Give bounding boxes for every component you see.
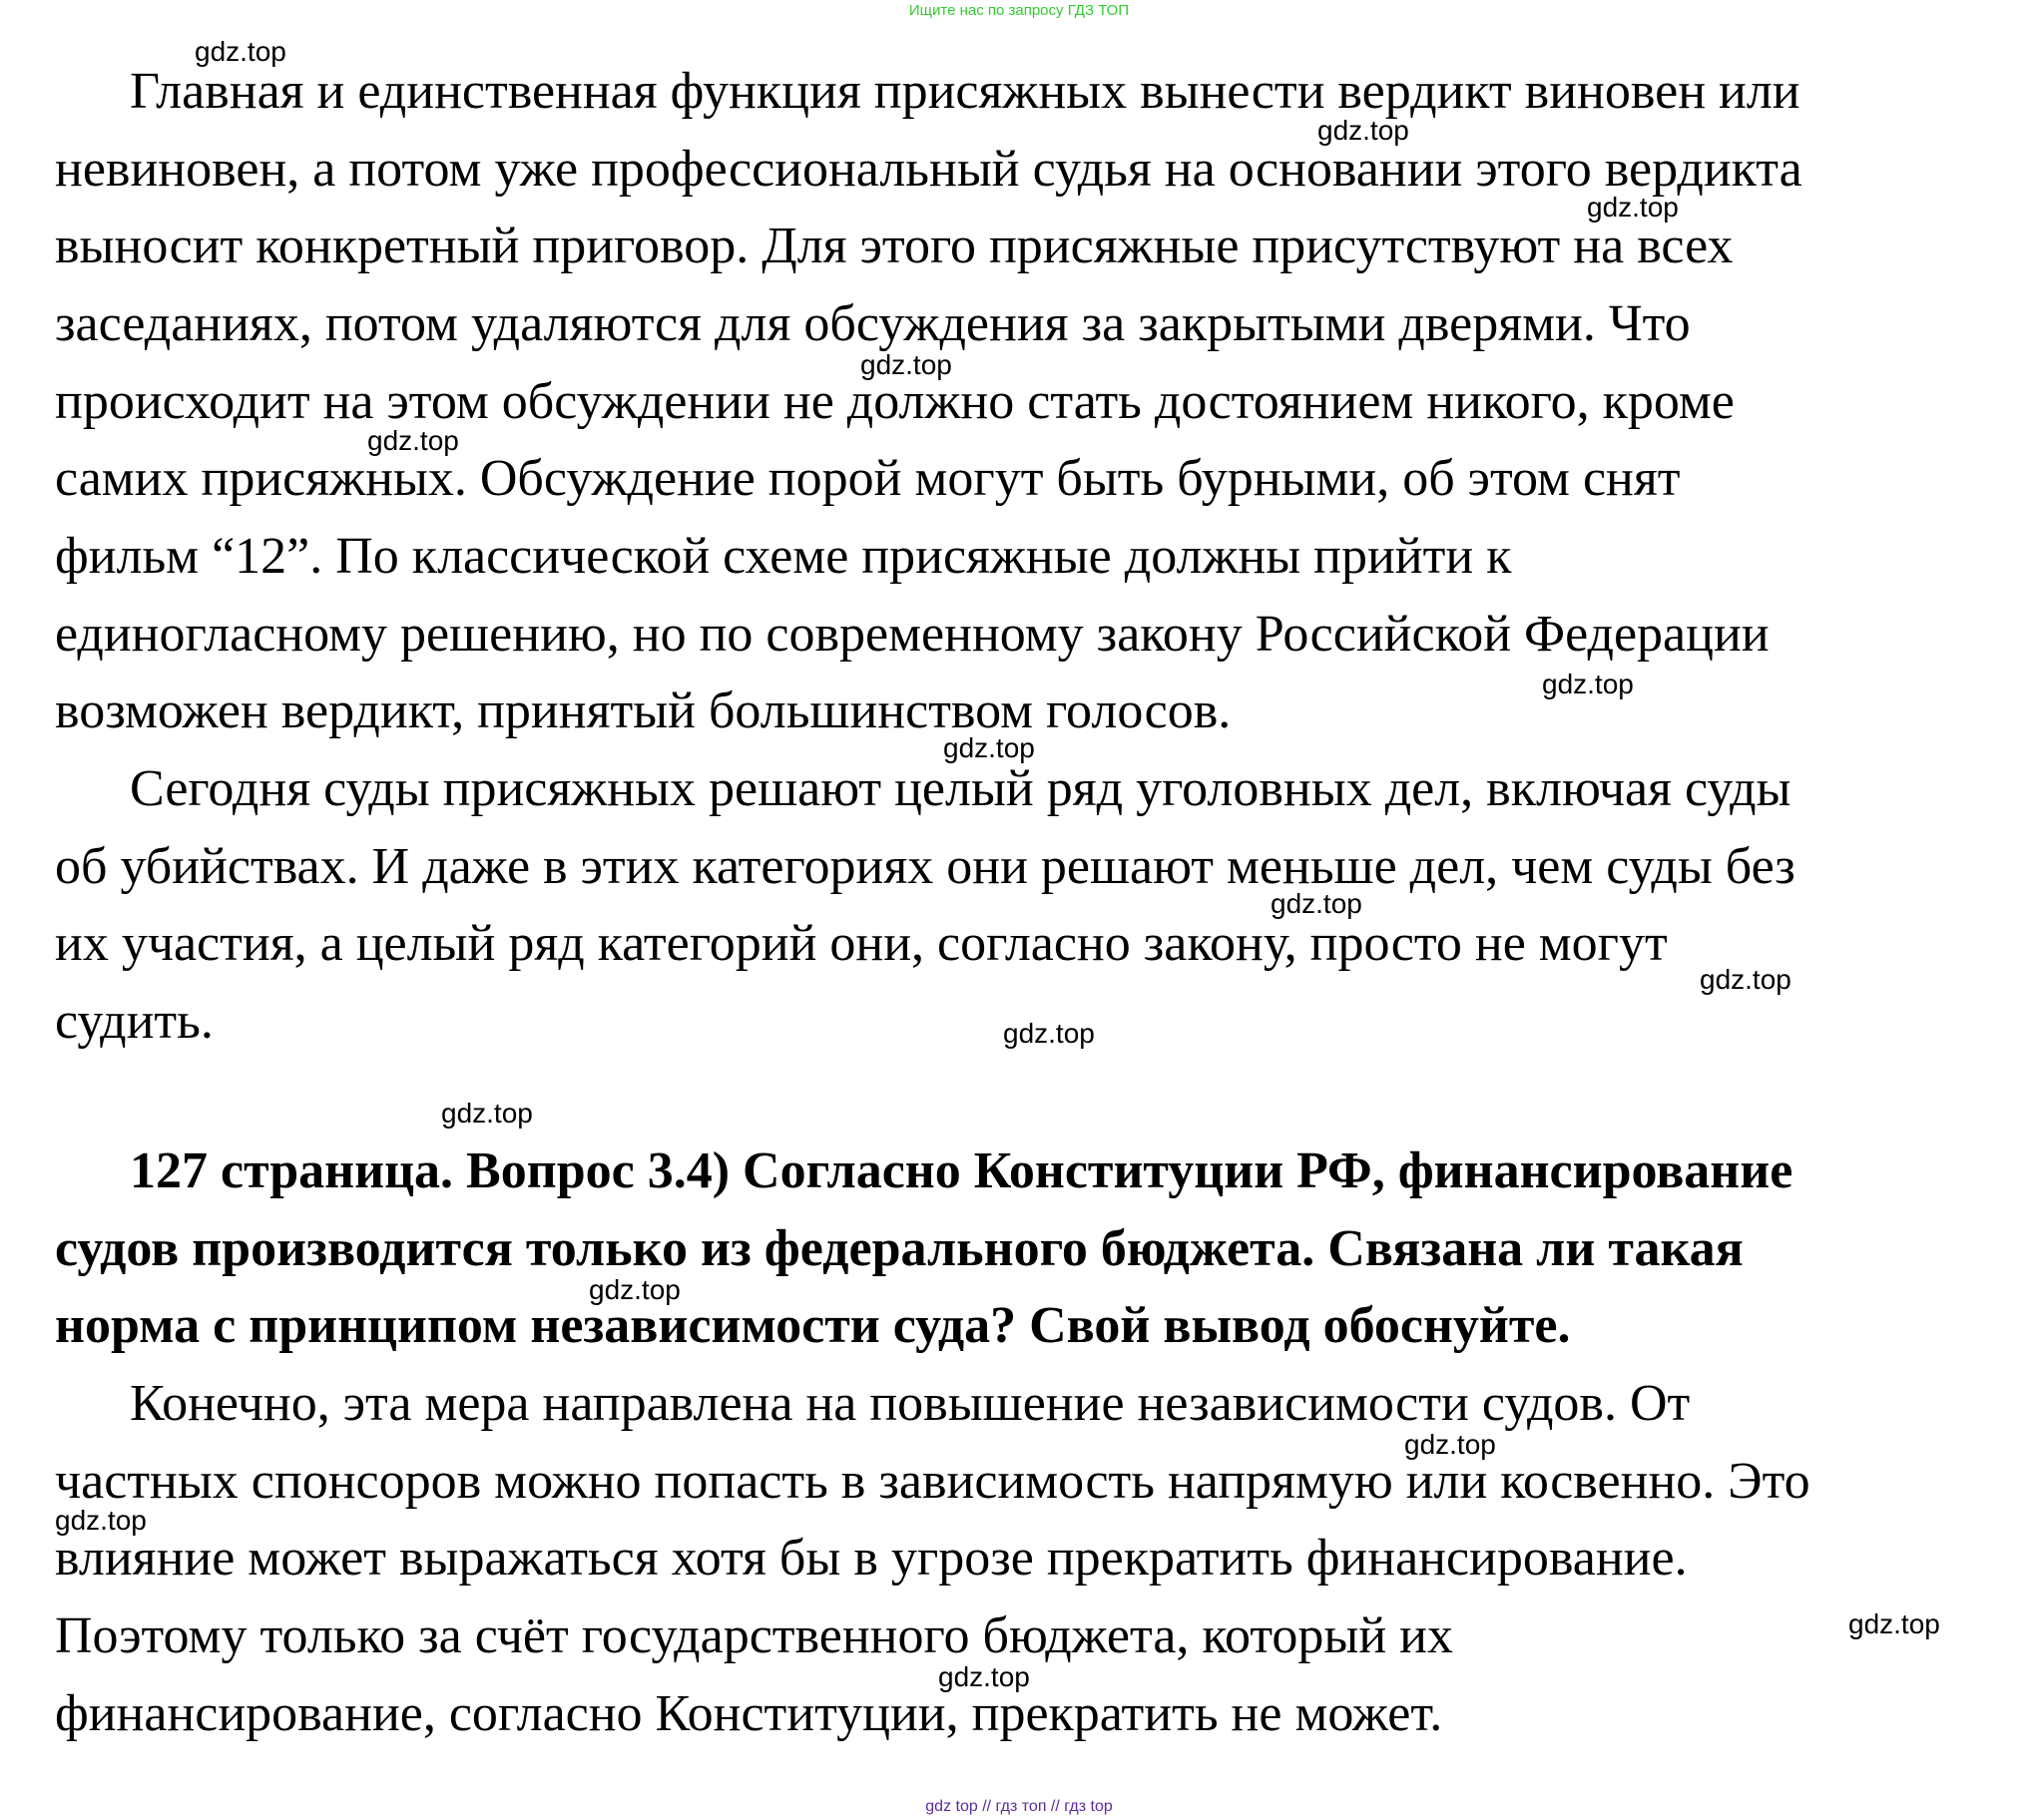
question-heading-line: 127 страница. Вопрос 3.4) Согласно Конституции РФ, финансирование (130, 1142, 1793, 1199)
watermark: gdz.top (367, 425, 459, 456)
watermark: gdz.top (55, 1505, 147, 1536)
paragraph-2-line: об убийствах. И даже в этих категориях они решают меньше дел, чем суды без (55, 838, 1795, 895)
watermark: gdz.top (938, 1661, 1030, 1692)
paragraph-1-line: самих присяжных. Обсуждение порой могут быть бурными, об этом снят (55, 450, 1681, 507)
watermark: gdz.top (1003, 1018, 1095, 1049)
paragraph-1-line: единогласному решению, но по современному закону Российской Федерации (55, 606, 1770, 663)
watermark: gdz.top (1317, 115, 1409, 146)
paragraph-1-line: происходит на этом обсуждении не должно стать достоянием никого, кроме (55, 373, 1735, 430)
top-banner: Ищите нас по запросу ГДЗ ТОП (908, 2, 1130, 19)
paragraph-1-line: Главная и единственная функция присяжных вынести вердикт виновен или (130, 63, 1800, 120)
paragraph-1-line: фильм “12”. По классической схеме присяжные должны прийти к (55, 528, 1512, 585)
question-heading-line: судов производится только из федерального бюджета. Связана ли такая (55, 1220, 1744, 1277)
paragraph-1-line: заседаниях, потом удаляются для обсуждения за закрытыми дверями. Что (55, 295, 1691, 352)
paragraph-3-line: частных спонсоров можно попасть в зависимость напрямую или косвенно. Это (55, 1453, 1810, 1510)
question-heading-line: норма с принципом независимости суда? Свой вывод обоснуйте. (55, 1297, 1571, 1354)
watermark: gdz.top (1271, 888, 1362, 919)
paragraph-1-line: возможен вердикт, принятый большинством голосов. (55, 682, 1232, 739)
watermark: gdz.top (1404, 1429, 1496, 1460)
watermark: gdz.top (1700, 964, 1791, 995)
paragraph-2-line: судить. (55, 993, 214, 1050)
watermark: gdz.top (589, 1274, 681, 1305)
watermark: gdz.top (195, 36, 286, 67)
paragraph-3-line: финансирование, согласно Конституции, прекратить не может. (55, 1685, 1443, 1742)
bottom-banner: gdz top // гдз топ // гдз top (925, 1798, 1113, 1815)
watermark: gdz.top (943, 732, 1035, 763)
watermark: gdz.top (1542, 669, 1634, 699)
paragraph-2-line: Сегодня суды присяжных решают целый ряд уголовных дел, включая суды (130, 760, 1791, 817)
paragraph-1-line: невиновен, а потом уже профессиональный судья на основании этого вердикта (55, 141, 1802, 198)
paragraph-2-line: их участия, а целый ряд категорий они, согласно закону, просто не могут (55, 915, 1668, 972)
watermark: gdz.top (441, 1098, 533, 1129)
paragraph-1-line: выносит конкретный приговор. Для этого присяжные присутствуют на всех (55, 218, 1734, 274)
paragraph-3-line: влияние может выражаться хотя бы в угрозе прекратить финансирование. (55, 1530, 1688, 1587)
watermark: gdz.top (1587, 192, 1679, 223)
watermark: gdz.top (1848, 1608, 1940, 1639)
paragraph-3-line: Конечно, эта мера направлена на повышение независимости судов. От (130, 1375, 1691, 1432)
watermark: gdz.top (860, 349, 952, 380)
paragraph-3-line: Поэтому только за счёт государственного бюджета, который их (55, 1607, 1453, 1664)
